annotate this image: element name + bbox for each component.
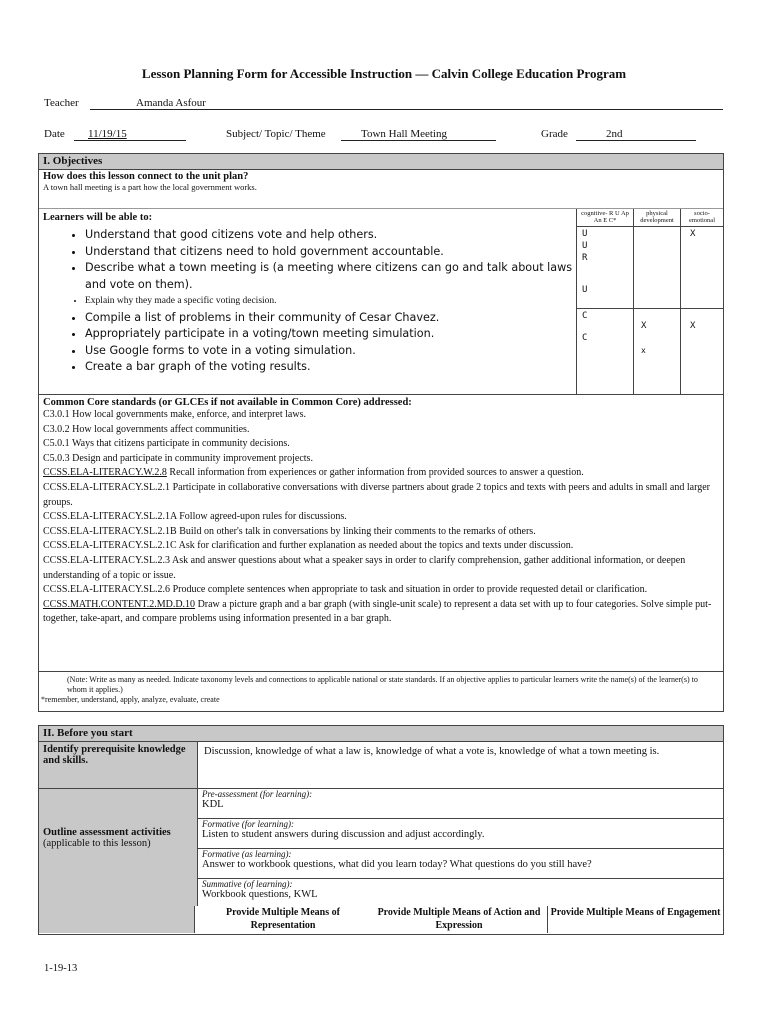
objective-item: • Understand that citizens need to hold government accountable. [85,244,575,261]
taxonomy-footnote: *remember, understand, apply, analyze, evaluate, create [41,695,220,704]
col-cognitive-header: cognitive- R U Ap An E C* [581,210,629,224]
phys-mark: X [641,321,647,331]
phys-mark: x [641,346,646,355]
standards-heading: Common Core standards (or GLCEs if not available in Common Core) addressed: [43,397,412,408]
standard-line: CCSS.ELA-LITERACY.SL.2.1C Ask for clarification and further explanation as needed about the topics and texts under discussion. [43,540,574,552]
subject-label: Subject/ Topic/ Theme [226,128,326,140]
objective-list [39,227,575,376]
assessment-sub: (applicable to this lesson) [43,837,151,849]
objectives-heading: I. Objectives [39,154,723,170]
teacher-value: Amanda Asfour [136,97,206,109]
formative-as-cell [198,848,724,878]
socio-mark: X [690,229,696,239]
standard-link[interactable]: CCSS.ELA-LITERACY.W.2.8 [43,467,167,479]
objective-item: • Understand that good citizens vote and help others. [85,227,575,244]
teacher-label: Teacher [44,97,79,109]
objective-item: • Create a bar graph of the voting results. [85,359,575,376]
standard-line: CCSS.ELA-LITERACY.SL.2.1B Build on other's talk in conversations by linking their comments to the remarks of others. [43,525,536,537]
socio-mark: X [690,321,696,331]
means-row [39,906,723,933]
prereq-label: Identify prerequisite knowledge and skills. [39,742,198,788]
means-action: Provide Multiple Means of Action and Expression [371,906,548,933]
date-field[interactable] [74,128,186,141]
before-heading: II. Before you start [39,726,723,742]
subject-field[interactable] [341,128,496,141]
cog-mark: U [582,241,588,251]
cog-mark: C [582,311,588,321]
formative-as-value: Answer to workbook questions, what did you learn today? What questions do you still have? [202,858,592,870]
pre-assessment-cell [198,788,724,818]
objective-item: • Compile a list of problems in their community of Cesar Chavez. [85,310,575,327]
pre-assessment-label: Pre-assessment (for learning): [202,788,313,799]
standard-line: CCSS.ELA-LITERACY.W.2.8 Recall information from experiences or gather information from provided sources to answer a question. [43,467,584,479]
unit-connection-question: How does this lesson connect to the unit plan? [43,171,249,182]
pre-assessment-value: KDL [202,798,224,810]
cog-mark: R [582,253,588,263]
form-title: Lesson Planning Form for Accessible Instruction — Calvin College Education Program [141,66,627,81]
standard-line: CCSS.ELA-LITERACY.SL.2.6 Produce complete sentences when appropriate to task and situation in order to provide requested detail or clarification. [43,584,648,596]
learners-label: Learners will be able to: [43,212,153,223]
assessment-label: Outline assessment activities [43,826,171,838]
prereq-text: Discussion, knowledge of what a law is, knowledge of what a vote is, knowledge of what a town meeting is. [198,742,724,788]
before-table [39,742,723,909]
objective-item: • Explain why they made a specific voting decision. [85,293,575,310]
standard-link[interactable]: CCSS.MATH.CONTENT.2.MD.D.10 [43,598,196,610]
summative-cell [198,878,724,908]
assessment-label-cell [39,788,198,908]
grade-field[interactable] [576,128,696,141]
standard-line: C5.0.3 Design and participate in community improvement projects. [43,452,313,464]
standard-line: C3.0.2 How local governments affect communities. [43,423,250,435]
learner-objectives [39,209,723,395]
standard-line: CCSS.MATH.CONTENT.2.MD.D.10 Draw a picture graph and a bar graph (with single-unit scale) to represent a data set with up to four categories. Solve simple put-together, take-apart, and compare problems using information presented in a bar graph. [43,598,712,625]
summative-label: Summative (of learning): [202,878,293,889]
grade-label: Grade [541,128,568,140]
objective-item: • Use Google forms to vote in a voting simulation. [85,343,575,360]
taxonomy-grid [576,209,723,394]
unit-connection-answer: A town hall meeting is a part how the local government works. [43,182,257,192]
objectives-section [38,153,724,712]
objective-item: • Describe what a town meeting is (a meeting where citizens can go and talk about laws and vote on them). [85,260,575,293]
standards-block [39,395,723,672]
col-socio-header: socio- emotional [689,210,715,224]
standards-list [39,408,723,627]
cog-mark: U [582,285,588,295]
cog-mark: U [582,229,588,239]
unit-connection [39,170,723,209]
means-representation: Provide Multiple Means of Representation [194,906,372,933]
grade-value: 2nd [606,128,623,140]
date-value: 11/19/15 [88,128,127,140]
formative-for-value: Listen to student answers during discussion and adjust accordingly. [202,828,485,840]
objective-item: • Appropriately participate in a voting/town meeting simulation. [85,326,575,343]
formative-for-label: Formative (for learning): [202,818,294,829]
standard-line: CCSS.ELA-LITERACY.SL.2.1 Participate in collaborative conversations with diverse partners about grade 2 topics and texts with peers and adults in small and larger groups. [43,481,710,508]
footer-code: 1-19-13 [44,963,78,974]
standard-line: CCSS.ELA-LITERACY.SL.2.1A Follow agreed-upon rules for discussions. [43,511,347,523]
date-label: Date [44,128,65,140]
cog-mark: C [582,333,588,343]
formative-for-cell [198,818,724,848]
subject-value: Town Hall Meeting [361,128,447,140]
means-engagement: Provide Multiple Means of Engagement [548,906,723,933]
before-section [38,725,724,935]
standard-line: C5.0.1 Ways that citizens participate in community decisions. [43,438,290,450]
standard-line: CCSS.ELA-LITERACY.SL.2.3 Ask and answer questions about what a speaker says in order to clarify comprehension, gather additional information, or deepen understanding of a topic or issue. [43,554,686,581]
teacher-row [44,97,79,109]
standards-note: (Note: Write as many as needed. Indicate taxonomy levels and connections to applicable national or state standards. If an objective applies to particular learners write the name(s) of the learner(s) to whom it applies.) [67,675,698,694]
standard-line: C3.0.1 How local governments make, enforce, and interpret laws. [43,409,306,420]
teacher-field[interactable] [90,97,723,110]
formative-as-label: Formative (as learning): [202,848,292,859]
col-physical-header: physical development [640,210,674,224]
summative-value: Workbook questions, KWL [202,888,318,900]
